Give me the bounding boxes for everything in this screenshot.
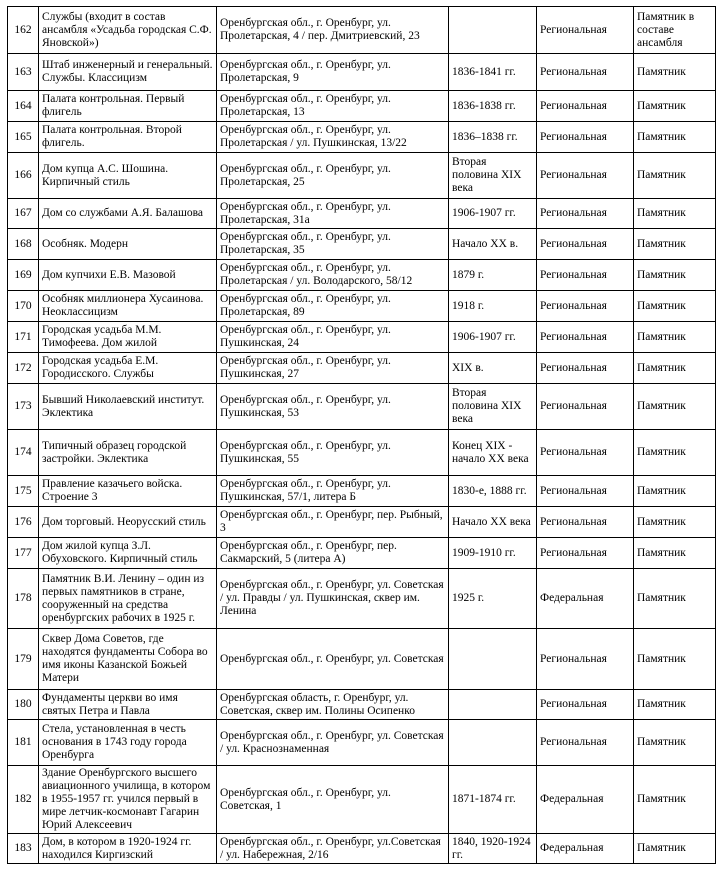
object-significance-cell: Региональная [537,153,634,199]
object-date-cell: 1836–1838 гг. [449,122,537,153]
object-date-cell: 1909-1910 гг. [449,538,537,569]
row-number-cell: 180 [8,690,39,720]
table-row [8,384,716,430]
object-date-cell [449,720,537,766]
table-row [8,54,716,91]
table-body [8,7,716,864]
row-number-cell: 163 [8,54,39,91]
object-address-cell: Оренбургская обл., г. Оренбург, ул. Пролетарская, 25 [217,153,449,199]
row-number-cell: 181 [8,720,39,766]
object-category-cell: Памятник [634,91,716,122]
object-name-cell: Типичный образец городской застройки. Эклектика [39,430,217,476]
table-row [8,199,716,229]
object-address-cell: Оренбургская обл., г. Оренбург, ул. Советская / ул. Правды / ул. Пушкинская, сквер им. Ленина [217,569,449,629]
object-name-cell: Службы (входит в состав ансамбля «Усадьба городская С.Ф. Яновской») [39,7,217,54]
object-significance-cell: Региональная [537,91,634,122]
object-name-cell: Городская усадьба Е.М. Городисского. Службы [39,353,217,384]
table-row [8,153,716,199]
object-significance-cell: Региональная [537,538,634,569]
object-date-cell: 1830-е, 1888 гг. [449,476,537,507]
object-date-cell: 1906-1907 гг. [449,199,537,229]
row-number-cell: 174 [8,430,39,476]
table-row [8,322,716,353]
table-row [8,122,716,153]
object-category-cell: Памятник [634,229,716,260]
object-date-cell: 1871-1874 гг. [449,766,537,834]
object-address-cell: Оренбургская обл., г. Оренбург, ул. Советская / ул. Краснознаменная [217,720,449,766]
table-row [8,538,716,569]
row-number-cell: 166 [8,153,39,199]
object-name-cell: Стела, установленная в честь основания в 1743 году города Оренбурга [39,720,217,766]
object-significance-cell: Региональная [537,291,634,322]
row-number-cell: 183 [8,834,39,864]
object-category-cell: Памятник [634,569,716,629]
object-date-cell [449,629,537,690]
object-date-cell: Вторая половина XIX века [449,153,537,199]
object-address-cell: Оренбургская обл., г. Оренбург, ул. Пушкинская, 24 [217,322,449,353]
object-category-cell: Памятник [634,291,716,322]
object-date-cell: 1836-1838 гг. [449,91,537,122]
object-significance-cell: Региональная [537,430,634,476]
object-name-cell: Бывший Николаевский институт. Эклектика [39,384,217,430]
object-category-cell: Памятник [634,690,716,720]
object-address-cell: Оренбургская обл., г. Оренбург, ул. Пролетарская / ул. Володарского, 58/12 [217,260,449,291]
object-name-cell: Дом торговый. Неорусский стиль [39,507,217,538]
object-name-cell: Палата контрольная. Первый флигель [39,91,217,122]
row-number-cell: 182 [8,766,39,834]
object-category-cell: Памятник [634,538,716,569]
object-name-cell: Дом со службами А.Я. Балашова [39,199,217,229]
table-row [8,7,716,54]
object-name-cell: Здание Оренбургского высшего авиационного училища, в котором в 1955-1957 гг. учился первый в мире летчик-космонавт Гагарин Юрий Алексеевич [39,766,217,834]
row-number-cell: 167 [8,199,39,229]
object-category-cell: Памятник [634,353,716,384]
object-address-cell: Оренбургская обл., г. Оренбург, ул. Пролетарская, 31а [217,199,449,229]
object-category-cell: Памятник [634,54,716,91]
table-row [8,766,716,834]
object-address-cell: Оренбургская область, г. Оренбург, ул. Советская, сквер им. Полины Осипенко [217,690,449,720]
object-category-cell: Памятник [634,507,716,538]
object-name-cell: Дом купца А.С. Шошина. Кирпичный стиль [39,153,217,199]
row-number-cell: 165 [8,122,39,153]
object-date-cell: 1918 г. [449,291,537,322]
row-number-cell: 169 [8,260,39,291]
object-significance-cell: Региональная [537,384,634,430]
table-row [8,353,716,384]
object-category-cell: Памятник [634,384,716,430]
object-date-cell: 1840, 1920-1924 гг. [449,834,537,864]
object-address-cell: Оренбургская обл., г. Оренбург, ул. Пролетарская / ул. Пушкинская, 13/22 [217,122,449,153]
object-date-cell [449,7,537,54]
object-address-cell: Оренбургская обл., г. Оренбург, пер. Сакмарский, 5 (литера А) [217,538,449,569]
object-name-cell: Городская усадьба М.М. Тимофеева. Дом жилой [39,322,217,353]
object-significance-cell: Региональная [537,690,634,720]
table-row [8,91,716,122]
object-category-cell: Памятник [634,430,716,476]
object-significance-cell: Федеральная [537,766,634,834]
object-name-cell: Дом, в котором в 1920-1924 гг. находился Киргизский [39,834,217,864]
object-significance-cell: Региональная [537,7,634,54]
object-address-cell: Оренбургская обл., г. Оренбург, ул. Советская [217,629,449,690]
object-address-cell: Оренбургская обл., г. Оренбург, ул. Советская, 1 [217,766,449,834]
object-name-cell: Штаб инженерный и генеральный. Службы. Классицизм [39,54,217,91]
object-date-cell: Начало XX в. [449,229,537,260]
object-name-cell: Правление казачьего войска. Строение 3 [39,476,217,507]
row-number-cell: 173 [8,384,39,430]
object-address-cell: Оренбургская обл., г. Оренбург, ул. Пролетарская, 35 [217,229,449,260]
table-row [8,260,716,291]
object-significance-cell: Федеральная [537,834,634,864]
table-row [8,507,716,538]
object-address-cell: Оренбургская обл., г. Оренбург, ул. Пушкинская, 27 [217,353,449,384]
row-number-cell: 177 [8,538,39,569]
object-date-cell: 1836-1841 гг. [449,54,537,91]
object-name-cell: Фундаменты церкви во имя святых Петра и Павла [39,690,217,720]
object-category-cell: Памятник [634,199,716,229]
object-category-cell: Памятник [634,153,716,199]
object-category-cell: Памятник [634,476,716,507]
row-number-cell: 168 [8,229,39,260]
object-category-cell: Памятник [634,322,716,353]
object-name-cell: Особняк миллионера Хусаинова. Неоклассицизм [39,291,217,322]
table-row [8,476,716,507]
object-category-cell: Памятник в составе ансамбля [634,7,716,54]
object-date-cell: Начало XX века [449,507,537,538]
table-row [8,690,716,720]
object-significance-cell: Региональная [537,260,634,291]
object-category-cell: Памятник [634,260,716,291]
object-address-cell: Оренбургская обл., г. Оренбург, ул. Пролетарская, 9 [217,54,449,91]
object-name-cell: Сквер Дома Советов, где находятся фундаменты Собора во имя иконы Казанской Божьей Матери [39,629,217,690]
object-address-cell: Оренбургская обл., г. Оренбург, ул. Пролетарская, 13 [217,91,449,122]
object-significance-cell: Региональная [537,720,634,766]
object-date-cell: 1925 г. [449,569,537,629]
object-significance-cell: Федеральная [537,569,634,629]
object-significance-cell: Региональная [537,199,634,229]
object-address-cell: Оренбургская обл., г. Оренбург, ул. Пушкинская, 53 [217,384,449,430]
object-date-cell: Вторая половина XIX века [449,384,537,430]
object-date-cell: 1879 г. [449,260,537,291]
object-significance-cell: Региональная [537,322,634,353]
table-row [8,569,716,629]
row-number-cell: 162 [8,7,39,54]
object-address-cell: Оренбургская обл., г. Оренбург, пер. Рыбный, 3 [217,507,449,538]
object-category-cell: Памятник [634,720,716,766]
table-row [8,229,716,260]
object-date-cell: Конец XIX - начало XX века [449,430,537,476]
object-category-cell: Памятник [634,629,716,690]
object-name-cell: Дом купчихи Е.В. Мазовой [39,260,217,291]
object-date-cell: 1906-1907 гг. [449,322,537,353]
row-number-cell: 172 [8,353,39,384]
object-significance-cell: Региональная [537,54,634,91]
object-address-cell: Оренбургская обл., г. Оренбург, ул.Советская / ул. Набережная, 2/16 [217,834,449,864]
heritage-registry-table [7,6,716,864]
row-number-cell: 179 [8,629,39,690]
object-address-cell: Оренбургская обл., г. Оренбург, ул. Пушкинская, 55 [217,430,449,476]
object-category-cell: Памятник [634,122,716,153]
object-name-cell: Дом жилой купца З.Л. Обуховского. Кирпичный стиль [39,538,217,569]
object-address-cell: Оренбургская обл., г. Оренбург, ул. Пролетарская, 4 / пер. Дмитриевский, 23 [217,7,449,54]
object-significance-cell: Региональная [537,629,634,690]
object-name-cell: Памятник В.И. Ленину – один из первых памятников в стране, сооруженный на средства оренбургских рабочих в 1925 г. [39,569,217,629]
row-number-cell: 171 [8,322,39,353]
object-significance-cell: Региональная [537,476,634,507]
row-number-cell: 178 [8,569,39,629]
object-significance-cell: Региональная [537,229,634,260]
table-row [8,629,716,690]
object-name-cell: Особняк. Модерн [39,229,217,260]
object-address-cell: Оренбургская обл., г. Оренбург, ул. Пушкинская, 57/1, литера Б [217,476,449,507]
object-significance-cell: Региональная [537,507,634,538]
table-row [8,834,716,864]
table-row [8,291,716,322]
row-number-cell: 164 [8,91,39,122]
object-name-cell: Палата контрольная. Второй флигель. [39,122,217,153]
table-row [8,430,716,476]
object-date-cell: XIX в. [449,353,537,384]
row-number-cell: 176 [8,507,39,538]
object-significance-cell: Региональная [537,353,634,384]
row-number-cell: 175 [8,476,39,507]
object-address-cell: Оренбургская обл., г. Оренбург, ул. Пролетарская, 89 [217,291,449,322]
row-number-cell: 170 [8,291,39,322]
object-significance-cell: Региональная [537,122,634,153]
object-date-cell [449,690,537,720]
table-row [8,720,716,766]
object-category-cell: Памятник [634,834,716,864]
object-category-cell: Памятник [634,766,716,834]
